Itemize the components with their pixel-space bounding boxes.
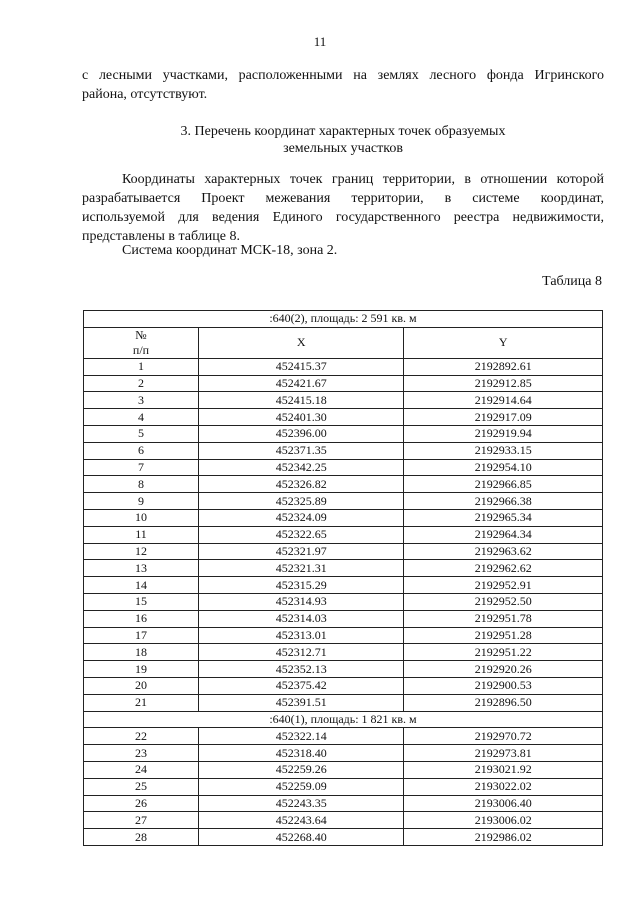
coord-y: 2192951.78 bbox=[404, 610, 603, 627]
coord-x: 452322.14 bbox=[198, 728, 403, 745]
table-row bbox=[84, 778, 603, 795]
coord-y: 2192970.72 bbox=[404, 728, 603, 745]
point-number: 15 bbox=[84, 593, 199, 610]
point-number: 14 bbox=[84, 577, 199, 594]
table-row bbox=[84, 644, 603, 661]
intro-line: района, отсутствуют. bbox=[82, 87, 208, 102]
table-row bbox=[84, 543, 603, 560]
point-number: 5 bbox=[84, 425, 199, 442]
table-row bbox=[84, 795, 603, 812]
coord-x: 452321.97 bbox=[198, 543, 403, 560]
point-number: 26 bbox=[84, 795, 199, 812]
table-row bbox=[84, 627, 603, 644]
coord-y: 2192912.85 bbox=[404, 375, 603, 392]
coord-y: 2192892.61 bbox=[404, 358, 603, 375]
intro-paragraph bbox=[82, 66, 604, 104]
coord-x: 452396.00 bbox=[198, 425, 403, 442]
coord-x: 452318.40 bbox=[198, 745, 403, 762]
coord-y: 2193021.92 bbox=[404, 761, 603, 778]
coordinates-table bbox=[83, 310, 603, 846]
table-header-row bbox=[84, 327, 603, 358]
body-line: представлены в таблице 8. bbox=[82, 229, 240, 244]
coord-x: 452342.25 bbox=[198, 459, 403, 476]
point-number: 8 bbox=[84, 476, 199, 493]
page-number: 11 bbox=[313, 34, 327, 49]
body-line: Координаты характерных точек границ территории, в отношении которой bbox=[122, 172, 604, 187]
coord-y: 2193006.02 bbox=[404, 812, 603, 829]
table-row bbox=[84, 392, 603, 409]
table-row bbox=[84, 677, 603, 694]
coord-y: 2192896.50 bbox=[404, 694, 603, 711]
table-row bbox=[84, 593, 603, 610]
coord-x: 452259.26 bbox=[198, 761, 403, 778]
coord-x: 452315.29 bbox=[198, 577, 403, 594]
table-row bbox=[84, 610, 603, 627]
coord-x: 452322.65 bbox=[198, 526, 403, 543]
table-caption: Таблица 8 bbox=[542, 274, 602, 289]
table-row bbox=[84, 375, 603, 392]
point-number: 11 bbox=[84, 526, 199, 543]
table-row bbox=[84, 358, 603, 375]
point-number: 28 bbox=[84, 829, 199, 846]
coord-x: 452391.51 bbox=[198, 694, 403, 711]
coord-y: 2192951.22 bbox=[404, 644, 603, 661]
coord-y: 2192914.64 bbox=[404, 392, 603, 409]
table-row bbox=[84, 459, 603, 476]
header-y: Y bbox=[404, 327, 603, 358]
header-num: № п/п bbox=[84, 327, 199, 358]
point-number: 10 bbox=[84, 509, 199, 526]
point-number: 27 bbox=[84, 812, 199, 829]
table-row bbox=[84, 829, 603, 846]
coord-y: 2192964.34 bbox=[404, 526, 603, 543]
coord-x: 452415.18 bbox=[198, 392, 403, 409]
coord-y: 2192933.15 bbox=[404, 442, 603, 459]
table-row bbox=[84, 560, 603, 577]
table-row bbox=[84, 509, 603, 526]
coord-x: 452421.67 bbox=[198, 375, 403, 392]
coord-x: 452314.93 bbox=[198, 593, 403, 610]
coord-x: 452352.13 bbox=[198, 661, 403, 678]
coord-y: 2192962.62 bbox=[404, 560, 603, 577]
coord-y: 2192952.50 bbox=[404, 593, 603, 610]
point-number: 23 bbox=[84, 745, 199, 762]
point-number: 20 bbox=[84, 677, 199, 694]
table-row bbox=[84, 493, 603, 510]
section-title: :640(1), площадь: 1 821 кв. м bbox=[84, 711, 603, 728]
point-number: 24 bbox=[84, 761, 199, 778]
table-row bbox=[84, 661, 603, 678]
coord-x: 452321.31 bbox=[198, 560, 403, 577]
point-number: 3 bbox=[84, 392, 199, 409]
table-row bbox=[84, 476, 603, 493]
table-row bbox=[84, 812, 603, 829]
coord-y: 2192919.94 bbox=[404, 425, 603, 442]
coord-y: 2193006.40 bbox=[404, 795, 603, 812]
coord-x: 452375.42 bbox=[198, 677, 403, 694]
coord-x: 452312.71 bbox=[198, 644, 403, 661]
point-number: 21 bbox=[84, 694, 199, 711]
table-row bbox=[84, 409, 603, 426]
point-number: 6 bbox=[84, 442, 199, 459]
body-line: разрабатывается Проект межевания территории, в системе координат, bbox=[82, 191, 604, 206]
point-number: 25 bbox=[84, 778, 199, 795]
coord-x: 452268.40 bbox=[198, 829, 403, 846]
point-number: 12 bbox=[84, 543, 199, 560]
coord-x: 452401.30 bbox=[198, 409, 403, 426]
point-number: 4 bbox=[84, 409, 199, 426]
coord-y: 2192966.38 bbox=[404, 493, 603, 510]
table-row bbox=[84, 728, 603, 745]
coord-y: 2192965.34 bbox=[404, 509, 603, 526]
coord-x: 452371.35 bbox=[198, 442, 403, 459]
table-row bbox=[84, 526, 603, 543]
section-title: :640(2), площадь: 2 591 кв. м bbox=[84, 311, 603, 328]
coord-x: 452415.37 bbox=[198, 358, 403, 375]
point-number: 16 bbox=[84, 610, 199, 627]
point-number: 18 bbox=[84, 644, 199, 661]
coord-y: 2192952.91 bbox=[404, 577, 603, 594]
coord-y: 2193022.02 bbox=[404, 778, 603, 795]
coord-y: 2192917.09 bbox=[404, 409, 603, 426]
coord-x: 452324.09 bbox=[198, 509, 403, 526]
table-row bbox=[84, 425, 603, 442]
coord-x: 452243.35 bbox=[198, 795, 403, 812]
table-row bbox=[84, 761, 603, 778]
section-heading bbox=[82, 123, 604, 157]
coord-x: 452325.89 bbox=[198, 493, 403, 510]
point-number: 2 bbox=[84, 375, 199, 392]
coord-x: 452243.64 bbox=[198, 812, 403, 829]
coord-y: 2192920.26 bbox=[404, 661, 603, 678]
coord-y: 2192973.81 bbox=[404, 745, 603, 762]
body-line: используемой для ведения Единого государственного реестра недвижимости, bbox=[82, 210, 604, 225]
coord-y: 2192954.10 bbox=[404, 459, 603, 476]
coord-x: 452314.03 bbox=[198, 610, 403, 627]
coord-x: 452259.09 bbox=[198, 778, 403, 795]
coord-x: 452313.01 bbox=[198, 627, 403, 644]
body-paragraph bbox=[82, 170, 604, 246]
point-number: 9 bbox=[84, 493, 199, 510]
point-number: 1 bbox=[84, 358, 199, 375]
intro-line: с лесными участками, расположенными на землях лесного фонда Игринского bbox=[82, 68, 604, 83]
coordinate-system: Система координат МСК-18, зона 2. bbox=[122, 243, 338, 258]
point-number: 7 bbox=[84, 459, 199, 476]
coord-y: 2192963.62 bbox=[404, 543, 603, 560]
heading-line: 3. Перечень координат характерных точек образуемых bbox=[180, 124, 506, 139]
header-x: X bbox=[198, 327, 403, 358]
coord-y: 2192951.28 bbox=[404, 627, 603, 644]
section-title-row bbox=[84, 311, 603, 328]
point-number: 17 bbox=[84, 627, 199, 644]
coord-y: 2192966.85 bbox=[404, 476, 603, 493]
point-number: 13 bbox=[84, 560, 199, 577]
section-title-row bbox=[84, 711, 603, 728]
coord-y: 2192986.02 bbox=[404, 829, 603, 846]
point-number: 22 bbox=[84, 728, 199, 745]
table-row bbox=[84, 694, 603, 711]
table-row bbox=[84, 442, 603, 459]
table-row bbox=[84, 577, 603, 594]
coord-x: 452326.82 bbox=[198, 476, 403, 493]
coord-y: 2192900.53 bbox=[404, 677, 603, 694]
point-number: 19 bbox=[84, 661, 199, 678]
heading-line: земельных участков bbox=[283, 141, 403, 156]
table-row bbox=[84, 745, 603, 762]
